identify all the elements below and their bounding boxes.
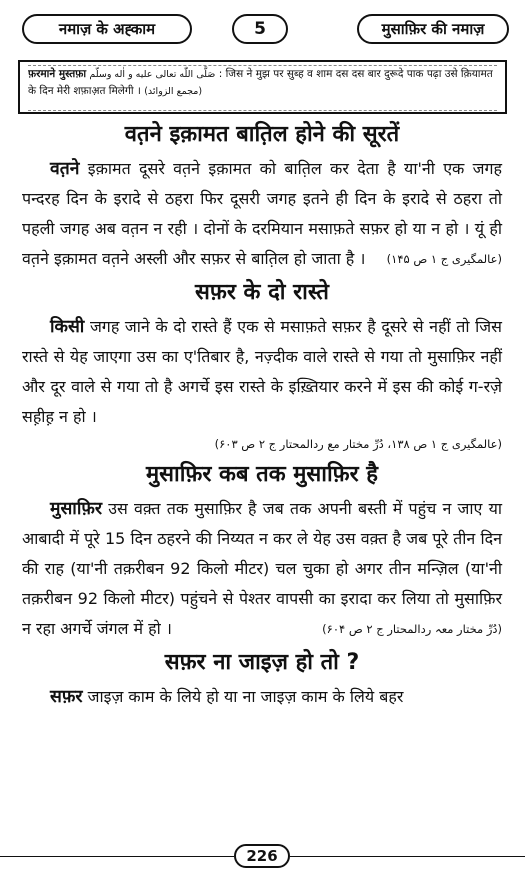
paragraph-lead-word: मुसाफ़िर — [50, 499, 103, 519]
citation: (عالمگیری ج ۱ ص ۱۴۵) — [386, 252, 502, 266]
section-heading: वत़ने इक़ामत बात़िल होने की सूरतें — [124, 122, 400, 147]
section-paragraph — [22, 154, 502, 274]
quote-salutation: صَلَّى اللّٰه تعالى عليه و اٰله وسلّم — [89, 69, 216, 80]
section-heading: सफ़र ना जाइज़ हो तो ? — [164, 650, 360, 675]
paragraph-body: जगह जाने के दो रास्ते हैं एक से मसाफ़ते सफ़र है दूसरे से नहीं तो जिस रास्ते से येह जाएगा उस का ए'तिबार है, नज़्दीक वाले रास्ते से गया तो मुसाफ़िर नहीं और दूर वाले से गया तो है अगर्चे इस रास्ते के इख़्तियार करने में इस की कोई ग-रज़े सह़ीह़ न हो । — [22, 317, 502, 426]
citation: (دُرِّ مختار معہ ردالمحتار ج ۲ ص ۶۰۴) — [322, 622, 502, 636]
page-number: 226 — [234, 844, 290, 868]
section-paragraph — [22, 494, 502, 644]
paragraph-lead-word: किसी — [50, 317, 85, 337]
hadith-quote-box — [18, 60, 507, 114]
section-title: मुसाफ़िर की नमाज़ — [357, 14, 509, 44]
paragraph-lead-word: वत़ने — [50, 159, 80, 179]
header-page-number: 5 — [232, 14, 288, 44]
quote-source: (مجمع الزوائد) — [144, 86, 203, 97]
paragraph-body: जाइज़ काम के लिये हो या ना जाइज़ काम के लिये बहर — [87, 687, 404, 706]
citation: (عالمگیری ج ۱ ص ۱۳۸، دُرِّ مختار مع ردالمحتار ج ۲ ص ۶۰۳) — [214, 437, 502, 451]
paragraph-body: इक़ामत दूसरे वत़ने इक़ामत को बात़िल कर देता है या'नी एक जगह पन्दरह दिन के इरादे से ठहरा फिर दूसरी जगह इतने ही दिन के इरादे से ठहरा तो पहली जगह अब वत़न न रही । दोनों के दरमियान मसाफ़ते सफ़र हो या न हो । यूं ही वत़ने इक़ामत वत़ने अस्ली और सफ़र से बात़िल हो जाता है । — [22, 159, 503, 268]
paragraph-body: उस वक़्त तक मुसाफ़िर है जब तक अपनी बस्ती में पहुंच न जाए या आबादी में पूरे 15 दिन ठहरने की निय्यत न कर ले येह उस वक़्त है जब पूरे तीन दिन की राह (या'नी तक़रीबन 92 किलो मीटर) चल चुका हो अगर तीन मन्ज़िल (या'नी तक़रीबन 92 किलो मीटर) पहुंचने से पेश्तर वापसी का इरादा कर लिया तो मुसाफ़िर न रहा अगर्चे जंगल में हो । — [22, 499, 502, 638]
chapter-title: नमाज़ के अह्काम — [22, 14, 192, 44]
section-paragraph — [22, 682, 502, 712]
section-heading: सफ़र के दो रास्ते — [195, 280, 329, 305]
footer-rule-right — [290, 856, 525, 857]
quote-text: : जिस ने मुझ पर सुब्ह व शाम दस दस बार दुरूदे पाक पढ़ा उसे क़ियामत के दिन मेरी शफ़ाअ़त मिलेगी । — [28, 68, 493, 97]
section-paragraph — [22, 312, 502, 432]
quote-label: फ़रमाने मुस्तफ़ा — [28, 68, 87, 80]
paragraph-lead-word: सफ़र — [50, 687, 83, 707]
page-content — [22, 116, 502, 712]
footer-rule-left — [0, 856, 234, 857]
section-heading: मुसाफ़िर कब तक मुसाफ़िर है — [146, 462, 378, 487]
